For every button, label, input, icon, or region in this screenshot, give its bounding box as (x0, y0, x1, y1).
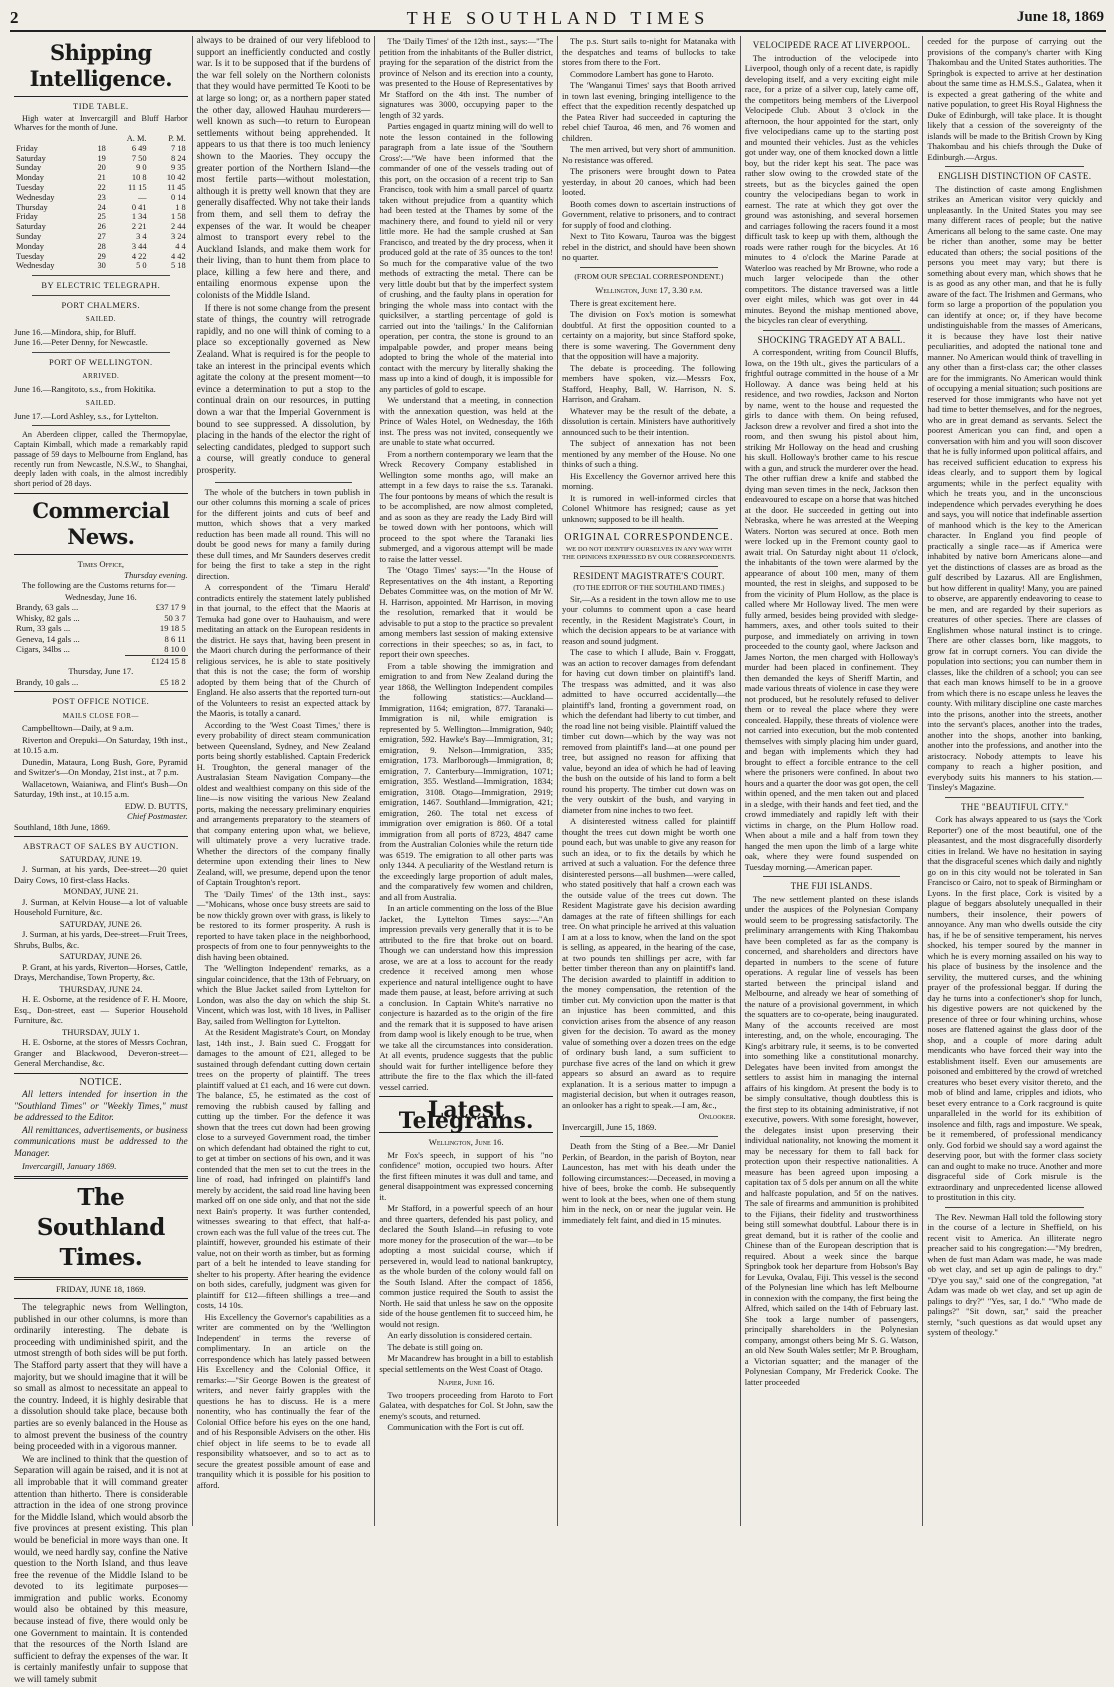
customs-row (14, 602, 188, 613)
tide-pm: 0 14 (171, 192, 186, 202)
editorial-paragraph: If there is not some change from the present state of things, the country will retrograde rapidly, and no one will think of coming to a place so exceptionally governed as New Zealand. What is required is for the people to take an interest in the principal events which agitate the colony at the present moment—to evince a determination to put a stop to the continual drain on our resources, in putting down a war that the Imperial Government is bound to see suppressed. A dissolution, by placing in the hands of the elector the right of selecting candidates, pledged to support such a course, will greatly conduce to general prosperity. (196, 303, 371, 476)
wellington-sub-sailed: SAILED. (85, 399, 116, 408)
divider (14, 836, 188, 837)
auction-date: SATURDAY, JUNE 26. (59, 951, 142, 962)
divider (945, 797, 1084, 798)
tide-header (14, 134, 188, 144)
wellington-sailed: June 17.—Lord Ashley, s.s., for Lyttelton. (14, 410, 159, 421)
news-paragraph: The prisoners were brought down to Patea yesterday, in about 20 canoes, which had been looted. (562, 166, 736, 197)
mail-schedule-line: Riverton and Orepuki—On Saturday, 19th inst., at 10.15 a.m. (14, 734, 188, 756)
correspondence-title: ORIGINAL CORRESPONDENCE. (564, 532, 734, 543)
tide-title: TIDE TABLE. (73, 101, 129, 111)
tide-am: 11 15 (127, 183, 147, 193)
office-label: Times Office, (77, 559, 125, 570)
divider (945, 1207, 1084, 1208)
customs-day: Wednesday, June 16. (64, 591, 137, 602)
news-paragraph: According to the 'West Coast Times,' there is every probability of direct steam communication between Queensland, Sydney, and New Zealand ports being shortly established. Captain Frederick H. Troughton, the general manager of the Australasian Steam Navigation Company—the oldest and wealthiest company on this side of the line—is now visiting the various New Zealand ports, making the necessary preliminary enquiries and arrangements preparatory to the steamers of that company entering upon what, we believe, will ultimately prove a very lucrative trade. Whether the directors of the company finally determine upon extending their lines to New Zealand, will, we presume, depend upon the tenor of Captain Troughton's report. (196, 719, 371, 888)
auction-entry: H. E. Osborne, at the residence of F. H. Moore, Esq., Don-street, east — Superior Household Furniture, &c. (14, 994, 188, 1026)
news-paragraph: A correspondent of the 'Timaru Herald' contradicts entirely the statement lately published in that journal, to the effect that the Maoris at Temuka had gone over to Hauhauism, and were meditating an attack on the European residents in the district. He says that, having been present in the Maori church during the performance of their religious services, he is able to state positively that this is not the case; the form of worship adopted by them being that of the Church of England. He also asserts that the reported turn-out of the Volunteers to resist an expected attack by the Maoris, is totally a canard. (196, 582, 371, 719)
divider (14, 1176, 188, 1179)
newman-hall-anecdote: The Rev. Newman Hall told the following story in the course of a lecture in Sheffield, on his recent visit to America. An illiterate negro preacher said to his congregation:—"My bredren, when de fust man Adam was made, he was made ob wet clay, and set up agin de palings to dry." "D'ye you say," said one of the congregation, "at Adam was made ob wet clay, and set up agin de palings to dry?" "Yes, sar, I do." "Who made de palings?" "Sit down, sar," said the preacher sternly, "such questions as dat would upset any system of theology." (927, 1211, 1103, 1337)
telegram-paragraph: The debate is still going on. (387, 1341, 483, 1352)
news-paragraph: From a table showing the immigration and emigration to and from New Zealand during the year 1868, the Wellington Independent compiles the following statistics:—Auckland—Immigration, 1164; emigration, 877. Taranaki—Immigration is nil, while emigration is represented by 5. Wellington—Immigration, 940; emigration, 592. Hawke's Bay—Immigration, 31; emigration, 9. Nelson—Immigration, 335; emigration, 173. Marlborough—Immigration, 8; emigration, 7. Canterbury—Immigration, 1071; emigration, 355. Westland—Immigration, 1834; emigration, 3108. Otago—Immigration, 2919; emigration, 1467. Southland—Immigration, 421; emigration, 260. The total net excess of immigration over emigration is 860. Of a total immigration from all ports of 8723, 4847 came from the Australian Colonies while the return tide was 6519. The emigration to all other parts was only 1344. A peculiarity of the Westland return is the exceedingly large proportion of adult males, and the comparatively few women and children, and all from Australia. (379, 660, 554, 902)
customs-row (14, 623, 188, 634)
divider (14, 96, 188, 97)
tide-date: 24 (97, 202, 106, 212)
tide-pm: 5 18 (171, 261, 186, 271)
customs-row (14, 613, 188, 624)
tide-col-am: A. M. (126, 134, 147, 144)
tide-date: 26 (97, 222, 106, 232)
column-6 (923, 36, 1106, 1526)
telegraph-label: BY ELECTRIC TELEGRAPH. (41, 280, 161, 291)
telegram-paragraph: Mr Stafford, in a powerful speech of an hour and three quarters, defended his past policy, and declared the South Island—in refusing to vote more money for the prosecution of the war—to be adopting a most suicidal course, which if persevered in, would lead to national bankruptcy, as the whole burden of the colony would fall on the South Island. After the compact of 1856, common justice required the South to assist the North. He said that unless he saw on the opposite side of the house gentlemen fit to succeed him, he would not resign. (379, 1203, 554, 1329)
auction-entry: P. Grant, at his yards, Riverton—Horses, Cattle, Drays, Merchandise, Town Property, &c. (14, 961, 188, 983)
tide-day: Friday (16, 143, 38, 153)
news-paragraph: Booth comes down to ascertain instructions of Government, relative to prisoners, and to contract for supply of food and clothing. (562, 198, 736, 230)
tide-pm: 11 45 (167, 183, 186, 193)
editorial-paragraph: We are inclined to think that the question of Separation will again be raised, and it is not at all improbable that it will command greater attention than hitherto. There is considerable attraction in the idea of one strong province for the Middle Island, which would absorb the five provinces at present existing. This plan would be beneficial in more ways than one. It would, we need hardly say, confine the Native question to the North Island, and thus leave free the revenue of the Middle Island to be devoted to its legitimate purposes—immigration and public works. Economy would also be obtained by this measure, because instead of five, there would only be one Government to maintain. It is contended that the resources of the North Island are sufficient to defray the expenses of the war. It is certainly manifestly unfair to suppose that we will tamely submit (14, 1454, 188, 1686)
tide-date: 21 (97, 173, 106, 183)
masthead (10, 6, 1106, 32)
customs-item: Brandy, 63 gals ... (16, 602, 79, 613)
divider (763, 876, 901, 877)
office-time: Thursday evening. (124, 569, 188, 580)
divider (215, 482, 353, 483)
notice-date: Invercargill, January 1869. (22, 1161, 117, 1172)
divider (763, 330, 901, 331)
tide-am: 9 0 (136, 163, 147, 173)
customs-value: £5 18 2 (159, 676, 186, 687)
post-place-date: Southland, 18th June, 1869. (14, 821, 110, 832)
customs-day: Thursday, June 17. (68, 666, 134, 677)
telegram-paragraph: Whatever may be the result of the debate, a dissolution is certain. Ministers have authoritively announced such to be their intention. (562, 405, 736, 437)
tide-row (14, 193, 188, 203)
customs-total-row (14, 655, 188, 666)
news-paragraph: Next to Tito Kowaru, Tauroa was the biggest rebel in the district, and should have been shown no quarter. (562, 231, 736, 262)
divider (580, 267, 718, 268)
tide-day: Tuesday (16, 251, 45, 261)
customs-item: Whisky, 82 gals ... (16, 612, 80, 623)
tide-am: 10 8 (131, 173, 147, 183)
tide-row (14, 163, 188, 173)
rm-court-sub: (TO THE EDITOR OF THE SOUTHLAND TIMES.) (573, 584, 725, 592)
telegram-paragraph: The debate is proceeding. The following members have spoken, viz.—Messrs Fox, Stafford, Heaphy, Ball, W. Harrison, N. S. Harrison, and Graham. (562, 362, 736, 404)
news-paragraph: At the Resident Magistrate's Court, on Monday last, 14th inst., J. Bain sued C. Froggatt for damages to the amount of £21, alleged to be sustained through defendant cutting down certain trees on the property of plaintiff. The trees plaintiff valued at £1 each, and 16 were cut down. The balance, £5, he estimated as the cost of removing the rubbish caused by falling and cutting up the timber. For the defence it was shown that the trees cut down had been growing close to a surveyed Government road, the timber on which defendant had obtained the right to cut, to get at timber on sections of his own, and it was contended that the men set to cut the trees in the line of road, had infringed on plaintiff's land merely by accident, the said road line having been marked off on one side only, and that not the side next Bain's property. It was further contended, witnesses swearing to that effect, that half-a-crown each was the full value of the trees cut. The plaintiff, however, grounded his estimate of their value, not on their worth as timber, but as forming part of a belt he intended to leave standing for shelter to his property. After hearing the evidence on both sides, carefully, judgment was given for plaintiff for £12—fifteen shillings a tree—and costs, 14 10s. (196, 1027, 371, 1311)
special-correspondent: (FROM OUR SPECIAL CORRESPONDENT.) (574, 271, 724, 281)
column-3 (375, 36, 558, 1526)
telegram-paragraph: There is great excitement here. (570, 297, 677, 308)
news-paragraph: His Excellency the Governor's capabilities as a writer are commented on by the 'Wellington Independent' in terms the reverse of complimentary. In an article on the correspondence which has lately passed between His Excellency and the Colonial Office, it remarks:—"Sir George Bowen is the greatest of writers, and never fairly grapples with the questions he has to discuss. He is a mere nonentity, who has continually the fear of the Colonial Office before his eyes on the one hand, and of his Responsible Advisers on the other. His chief object in life seems to be to evade all responsibility whatsoever, and so to act as to secure the greatest possible amount of ease and tranquility which it is possible for his position to afford. (196, 1311, 371, 1490)
tide-date: 25 (97, 212, 106, 222)
mails-close-label: MAILS CLOSE FOR— (62, 711, 139, 720)
customs-value: 8 6 11 (164, 633, 186, 644)
tide-day: Saturday (16, 222, 46, 232)
divider (14, 554, 188, 555)
news-paragraph: In an article commenting on the loss of the Blue Jacket, the Lyttelton Times says:—"An impression prevails very generally that it is to be attributed to the fire that broke out on board. Though we can understand how this impression arose, we are at a loss to account for the ready credence it received among men whose experience and natural intelligence ought to have made them pause, at least, before arriving at such a conclusion. In Captain White's narrative no conjecture is hazarded as to the origin of the fire and the remark that it is supposed to have arisen from damp wool is likely enough to be true, when we take all the circumstances into consideration. At all events, prudence suggests that the public should wait for further intelligence before they attribute the fire to the flax which the ill-fated vessel carried. (379, 903, 554, 1092)
tide-date: 23 (97, 192, 106, 202)
tide-row (14, 203, 188, 213)
postmaster-name: EDW. D. BUTTS, (124, 800, 188, 811)
caste-title: ENGLISH DISTINCTION OF CASTE. (938, 171, 1092, 181)
rm-court-title: RESIDENT MAGISTRATE'S COURT. (573, 570, 725, 581)
telegram-paragraph: The subject of annexation has not been mentioned by any member of the House. No one thinks of such a thing. (562, 438, 736, 469)
telegram-paragraph: It is rumored in well-informed circles that Colonel Whitmore has resigned; cause as yet unknown; supposed to be ill health. (562, 492, 736, 524)
tide-day: Monday (16, 241, 44, 251)
tide-row (14, 212, 188, 222)
news-paragraph: Parties engaged in quartz mining will do well to note the lesson contained in the following paragraph from a late issue of the 'Southern Cross':—"We have been informed that the commander of one of the vessels trading out of this port, on the occasion of a recent trip to San Francisco, took with him a small parcel of quartz taken without prejudice from a quantity which had been tested at the Thames by some of the machinery there, and found to yield nil or very little more. He had the sample crushed at San Francisco, and treated by the dry process, when it produced gold at the rate of 35 ounces to the ton! So much for the comparative value of the two methods of extracting the metal. There can be very little doubt but that by the imperfect system of crushing, and the faulty plans in operation for bringing the whole mass into contact with the quicksilver, a startling percentage of gold is carried out into the 'tailings.' In the Californian operation, per contra, the stone is ground to an impalpable powder, and proper means being adopted to bring the whole of the material into contact with the mercury by literally shaking the mass up into a kind of dough, it is impossible for any particles of gold to escape. (379, 121, 554, 394)
divider (580, 528, 718, 529)
cork-article: Cork has always appeared to us (says the 'Cork Reporter') one of the most beautiful, one of the pleasantest, and the most disgracefully disorderly cities in Ireland. We have no hesitation in saying that the disgraceful scenes which daily and nightly go on in this city would not be tolerated in San Francisco or Cairo, not to speak of Birmingham or Lyons. In the first place, Cork is visited by a plague of beggars absolutely unequalled in their numbers, their insolence, their powers of annoyance. Any man who dwells outside the city has, if he be of sensitive temperament, his nerves shocked, his temper soured by the manner in which he is every morning assailed on his way to his place of business by the insolence and the servility, the muttered curses, and the whining prayer of the professional beggar. If during the day he turns into a confectioner's shop for lunch, his digestive powers are not quickened by the presence of three or four whining urchins, whose noses are flattened against the glass door of the shop, and a couple of more daring adult mendicants who have forced their way into the establishment itself. Even our amusements are poisoned and embittered by the crowd of wretched creatures who beset every visitor thereto, and the mob of blind and lame, cripples and idiots, who beset every entrance to a Cork racground is quite unparalleled in the world for its exhibition of insolence and filth, rags and imposture. We speak, be it remembered, of professional mendicancy only. God forbid we should say a word against the deserving poor, but with the former class society can and ought to make no truce. Another and more disgraceful side of Cork misrule is the extraordinary and unprecedented license allowed to prostitution in this city. (927, 814, 1103, 1202)
tragedy-title: SHOCKING TRAGEDY AT A BALL. (757, 334, 906, 345)
chalmers-sub: SAILED. (85, 315, 116, 324)
tide-am: 3 4 (136, 232, 147, 242)
tide-am: 7 50 (131, 153, 147, 163)
news-paragraph: Commodore Lambert has gone to Haroto. (570, 68, 714, 79)
tide-date: 19 (97, 153, 106, 163)
caste-article: The distinction of caste among Englishmen strikes an American visitor very quickly and unpleasantly. In the United States you may see many different races of people; but the native Americans all belong to the same caste. One may be richer than another, some may be better educated than others; the social positions of the persons you meet may vary; but there is something about every man, which shows that he is as good as any other man, and that he is fully aware of the fact. The Irishmen and Germans, who form so large a proportion of the population you can identify at once; or, if they have become undistinguishable from the masses of Americans, it is because they have lost their native peculiarities, and adopted the national tone and manner. No American would think of travelling in any other than a first-class car; the other classes are for the immigrants. No American would think of occupying a menial situation; such positions are reserved for those immigrants who have not yet had time to better themselves, and for the negroes, who are in great demand as servants. Select the poorest American you can find, and open a conversation with him and you will soon discover that he is fully informed upon political affairs, and has received sufficient education to express his ideas clearly, and to support them by logical arguments; while in the perfect equality with which he treats you, and in the unconscious independence which pervades everything he does and says, you will notice that indefinable assertion of manhood which is the key to the American character. In England you find people of practically a single race—as if America were inhabited by native born Americans alone—and yet the distinctions of classes are as broad as the gulf described by Lazarus. All are Englishmen, but how different in quality! Many, you are pained to observe, are apparently endeavoring to cease to be men, and are regarded by their superiors as creatures of other species. There are classes of Englishmen whose natural instinct is to cringe. There are other classes born, like maggots, to grow fat in corrupt corners. You can divide the population into sections; you can number them in classes, like the children of a school; you can see that each man knows himself to be in a groove from which there is no escape unless he leaves the county. With military discipline one caste marches into the prisons, another into the streets, another into the servant's places, another into the trades, another into the shops, another into banking, another into the professions, and another into the aristocracy. Nobody attempts to leave his company to reach a higher position, and everybody suits his manners to his station.—Tinsley's Magazine. (927, 183, 1103, 792)
mail-schedule-line: Dunedin, Mataura, Long Bush, Gore, Pyramid and Switzer's—On Monday, 21st inst., at 7 p.m. (14, 756, 188, 778)
tide-row (14, 232, 188, 242)
paper-nameplate: The Southland Times. (36, 1183, 165, 1271)
telegram-dateline: Wellington, June 16. (428, 1137, 504, 1147)
auction-date: SATURDAY, JUNE 26. (59, 918, 142, 929)
notice-remittances: All remittances, advertisements, or business communications must be addressed to the Manager. (14, 1125, 188, 1159)
commercial-heading: Commercial News. (32, 498, 170, 550)
tide-pm: 3 24 (171, 232, 186, 242)
tide-date: 22 (97, 183, 106, 193)
tide-am: 4 22 (131, 251, 147, 261)
auction-entry: J. Surman, at Kelvin House—a lot of valuable Household Furniture, &c. (14, 896, 188, 918)
letter-place-date: Invercargill, June 15, 1869. (562, 1121, 657, 1132)
clipper-note: An Aberdeen clipper, called the Thermopylae, Captain Kimball, which made a remarkably rapid passage of 59 days to Melbourne from England, has recently run from Newcastle, N.S.W., to Shanghai, deeply laden with coals, in the almost incredibly short period of 28 days. (14, 430, 188, 489)
telegram-paragraph: Mr Macandrew has brought in a bill to establish special settlements on the West Coast of Otago. (379, 1353, 554, 1374)
bee-sting-item: Death from the Sting of a Bee.—Mr Daniel Perkin, of Beardon, in the parish of Boyton, near Launceston, has met with his death under the following circumstances:—Deceased, in moving a hive of bees, broke the comb. He subsequently went to look at the bees, when one of them stung him in the neck, on or near the jugular vein. He immediately felt faint, and died in 15 minutes. (562, 1141, 736, 1225)
wellington-arrived: June 16.—Rangitoto, s.s., from Hokitika. (14, 383, 156, 394)
column-1 (10, 36, 193, 1686)
wellington-sub-arrived: ARRIVED. (82, 372, 120, 381)
customs-value: 19 18 5 (159, 623, 186, 634)
auction-date: SATURDAY, JUNE 19. (59, 853, 142, 864)
divider (580, 566, 718, 567)
velocipede-title: VELOCIPEDE RACE AT LIVERPOOL. (752, 40, 911, 50)
auction-date: MONDAY, JUNE 21. (63, 886, 139, 897)
tide-am: — (138, 192, 147, 202)
news-paragraph: The men arrived, but very short of ammunition. No resistance was offered. (562, 144, 736, 165)
tide-pm: 10 42 (166, 173, 186, 183)
auction-date: THURSDAY, JULY 1. (62, 1026, 140, 1037)
shipping-heading: Shipping Intelligence. (29, 40, 173, 91)
customs-item: Brandy, 10 gals ... (16, 676, 79, 687)
customs-value: £37 17 9 (155, 602, 186, 613)
auction-title: ABSTRACT OF SALES BY AUCTION. (23, 841, 179, 852)
chalmers-line: June 16.—Peter Denny, for Newcastle. (14, 337, 148, 348)
telegram-dateline: Wellington, June 17, 3.30 p.m. (595, 285, 703, 295)
customs-table-2 (14, 677, 188, 688)
tide-day: Monday (16, 173, 44, 183)
telegram-paragraph: Mr Fox's speech, in support of his "no confidence" motion, occupied two hours. After the first fifteen minutes it was dull and tame, and general disappointment was expressed concerning it. (379, 1149, 554, 1202)
news-paragraph: The 'Wanganui Times' says that Booth arrived in town last evening, bringing intelligence to the effect that the expedition recently despatched up the Patea River had succeeded in capturing the rebel chief Tauroa, 46 men, and 76 women and children. (562, 80, 736, 143)
divider (14, 1277, 188, 1280)
tide-day: Sunday (16, 163, 42, 173)
page-number: 2 (10, 8, 19, 27)
editorial-paragraph: The telegraphic news from Wellington, published in our other columns, is more than ordinarily interesting. The debate is proceeding with undiminished spirit, and the utmost strength of both sides will be put forth. The Stafford party assert that they will have a majority, but we should imagine that it will be so small as almost to necessitate an appeal to the country. Indeed, it is highly desirable that a dissolution should take place, because both parties are so evenly balanced in the House as to almost prevent the business of the country being proceeded with in a vigorous manner. (14, 1303, 188, 1453)
tide-day: Sunday (16, 232, 42, 242)
customs-intro: The following are the Customs returns for— (22, 580, 176, 591)
chalmers-title: PORT CHALMERS. (61, 299, 141, 310)
mail-schedule-line: Wallacetown, Waianiwa, and Flint's Bush—On Saturday, 19th inst., at 10.15 a.m. (14, 778, 188, 800)
tide-row (14, 242, 188, 252)
tide-pm: 1 8 (175, 202, 186, 212)
divider (32, 352, 170, 353)
telegram-paragraph: The division on Fox's motion is somewhat doubtful. At first the opposition counted to a certainty on a majority, but since Stafford spoke, there is some wavering. The Government deny that the opposition will have a majority. (562, 309, 736, 361)
column-4 (558, 36, 741, 1526)
tide-row (14, 252, 188, 262)
letter-paragraph: Sir,—As a resident in the town allow me to use your columns to comment upon a case heard recently, in the Resident Magistrate's Court, in which the decision appears to be at variance with reason and sound judgment. (562, 593, 736, 646)
divider (14, 493, 188, 494)
customs-total: £124 15 8 (125, 655, 188, 666)
fiji-title: THE FIJI ISLANDS. (790, 881, 873, 891)
divider (14, 691, 188, 692)
tide-pm: 4 42 (171, 251, 186, 261)
news-paragraph: We understand that a meeting, in connection with the annexation question, was held at the Prince of Wales Hotel, on Wednesday, the 16th inst. The press was not invited, consequently we are unable to state what occurred. (379, 395, 554, 447)
tide-date: 27 (97, 232, 106, 242)
columns (10, 36, 1106, 1686)
tide-pm: 1 58 (171, 212, 186, 222)
tide-am: 2 21 (131, 222, 147, 232)
fiji-article-continued: ceeded for the purpose of carrying out the provisions of the company's charter with King Thakombau and the United States authorities. The Springbok is expected to arrive at her destination about the same time as H.M.S.S., Galatea, when it is expected a great gathering of the white and native population, to greet His Royal Highness the Duke of Edinburgh, will take place. It is thought likely that a cession of the sovereignty of the islands will be made to the British Crown by King Thakombau and his chiefs through the Duke of Edinburgh.—Argus. (927, 36, 1103, 162)
telegram-paragraph: His Excellency the Governor arrived here this morning. (562, 470, 736, 491)
editorial-date: FRIDAY, JUNE 18, 1869. (55, 1283, 146, 1294)
telegrams-heading: Latest Telegrams. (398, 1097, 534, 1134)
mail-schedule-line: Campbelltown—Daily, at 9 a.m. (22, 723, 134, 734)
divider (14, 1298, 188, 1299)
auction-entry: H. E. Osborne, at the stores of Messrs Cochran, Granger and Blackwood, Deveron-street—General Merchandise, &c. (14, 1037, 188, 1069)
tide-row (14, 261, 188, 271)
divider (32, 275, 170, 276)
tide-col-pm: P. M. (168, 134, 186, 144)
tide-row (14, 173, 188, 183)
tide-day: Wednesday (16, 261, 55, 271)
notice-letters: All letters intended for insertion in the "Southland Times" or "Weekly Times," must be addressed to the Editor. (14, 1090, 188, 1124)
column-2 (193, 36, 376, 1526)
tide-row (14, 144, 188, 154)
notice-title: NOTICE. (79, 1076, 123, 1088)
tide-date: 20 (97, 163, 106, 173)
auction-entry: J. Surman, at his yards, Dee-street—20 quiet Dairy Cows, 10 first-class Hacks. (14, 864, 188, 885)
tide-row (14, 222, 188, 232)
chalmers-line: June 16.—Mindora, ship, for Bluff. (14, 326, 137, 337)
customs-row (14, 644, 188, 655)
telegram-paragraph: Two troopers proceeding from Haroto to Fort Galatea, with despatches for Col. St John, saw the enemy's scouts, and returned. (379, 1389, 554, 1421)
tide-pm: 2 44 (171, 222, 186, 232)
divider (32, 295, 170, 296)
news-paragraph: The whole of the butchers in town publish in our other columns this morning a scale of prices for the different joints and cuts of beef and mutton, which shows that a very marked reduction has been made all round. This will no doubt be good news for many a family during these dull times, and Mr Saunders deserves credit for being the first to take a step in the right direction. (196, 486, 371, 581)
tide-day: Tuesday (16, 183, 45, 193)
customs-row (14, 634, 188, 645)
customs-item: Geneva, 14 gals ... (16, 633, 80, 644)
auction-date: THURSDAY, JUNE 24. (59, 983, 143, 994)
issue-date: June 18, 1869 (1016, 9, 1104, 25)
tide-date: 28 (97, 241, 106, 251)
correspondence-disclaimer: WE DO NOT IDENTIFY OURSELVES IN ANY WAY WITH THE OPINIONS EXPRESSED BY OUR CORRESPONDENTS. (562, 545, 736, 561)
auction-entry: J. Surman, at his yards, Dee-street—Fruit Trees, Shrubs, Bulbs, &c. (14, 929, 188, 950)
tide-pm: 8 24 (171, 153, 186, 163)
news-paragraph: The 'Otago Times' says:—"In the House of Representatives on the 4th instant, a Reporting Debates Committee was, on the motion of Mr W. H. Harrison, appointed. Mr Harrison, in moving the resolution, remarked that it would be advisable to put a stop to the practice so prevalent among members last session of making extensive corrections in their speeches; so as, in fact, to report their own speeches. (379, 565, 554, 659)
tide-day: Friday (16, 212, 38, 222)
news-paragraph: The 'Daily Times' of the 12th inst., says:—"The petition from the inhabitants of the Buller district, praying for the separation of the district from the province of Nelson and its erection into a county, was presented to the House of Representatives by Mr Stafford on the 4th inst. The number of signatures was 3000, occupying paper to the length of 32 yards. (379, 36, 554, 120)
telegram-dateline: Napier, June 16. (437, 1377, 495, 1387)
news-paragraph: The 'Wellington Independent' remarks, as a singular coincidence, that the 13th of February, on which the Blue Jacket sailed from Lyttelton for London, was also the day on which the ship St. Vincent, which was lost, with 18 lives, in Palliser Bay, sailed from Wellington for Lyttelton. (196, 963, 371, 1026)
tide-date: 29 (97, 251, 106, 261)
tide-am: 0 41 (131, 202, 147, 212)
tide-am: 3 44 (131, 241, 147, 251)
tide-note: High water at Invercargill and Bluff Harbor Wharves for the month of June. (14, 113, 188, 133)
wellington-title: PORT OF WELLINGTON. (48, 356, 153, 367)
fiji-article: The new settlement planted on these islands under the auspices of the Polynesian Company would seem to be progressing satisfactorily. The preliminary arrangements with King Thakombau have been completed as far as the company is concerned, and shareholders and directors have departed in numbers to the scene of future operations. A regular line of vessels has been started between the principal island and Melbourne, and already we hear of something of the nature of a provisional government, in which the squatters are to co-operate, being inaugurated. Many of the accounts received are most interesting, and, on the whole, encouraging. The King's arbitrary rule, it seems, is to be converted into something like a constitutional monarchy. Delegates have been invited from amongst the settlers to assist him in managing the internal affairs of his kingdom. At present the body is to be simply consultative, though doubtless this is the first step to its obtaining administrative, if not executive, powers. With some foresight, however, the delegates insist upon preserving their individual nationality, not knowing the moment it may be necessary for them to fall back for protection upon their respective nationalities. A measure has been agreed upon imposing a capitation tax of 5 dols per annum on all the white and halfcaste population, and 5f on the natives. The sale of firearms and ammunition is prohibited to the Fijians, their fidelity and trustworthiness being still somewhat doubtful. Labour there is in great demand, but it is rather of the coolie and Chinese than of the European description that is required. About a week since the barque Springbok took her departure from Hobson's Bay for Levuka, Ovalau, Fiji. This vessel is the second of the Polynesian line which has left Melbourne in connexion with the company, the first being the Alfred, which sailed on the 14th of February last. She took a large number of passengers, principally shareholders in the Polynesian company, amongst others being Mr S. G. Watson, an old New South Wales settler; Mr P. Brougham, a Victorian squatter; and the manager of the Polynesian Company, Mr Frederick Cooke. The latter proceeded (744, 893, 919, 1387)
cork-title: THE "BEAUTIFUL CITY." (960, 801, 1069, 812)
customs-value: 8 10 0 (164, 644, 186, 655)
tide-table (14, 134, 188, 271)
post-office-title: POST OFFICE NOTICE. (52, 696, 150, 707)
tide-pm: 4 4 (175, 241, 186, 251)
column-5 (741, 36, 924, 1526)
tide-am: 5 0 (136, 261, 147, 271)
tide-am: 6 49 (131, 143, 147, 153)
tide-date: 18 (97, 143, 106, 153)
postmaster-role: Chief Postmaster. (127, 811, 188, 822)
tide-pm: 9 35 (171, 163, 186, 173)
velocipede-article: The introduction of the velocipede into Liverpool, though only of a recent date, is rapidly developing itself, and a very exciting eight mile race, for a prize of a silver cup, lately came off, the competitors being members of the Liverpool Velocipede Club. About 3 o'clock in the afternoon, the hour appointed for the start, only five velocipedians came up to the starting post and mounted their vehicles. Just as the vehicles got under way, one of them knocked down a little boy, but the rider kept his seat. The pace was rather slow owing to the crowded state of the streets, but as the bicycles gained the open country the velocipedians began to work in earnest. The rate at which they got over the ground was astonishing, and several horsemen and carriages following the racers found it a most difficult task to keep up with them, although the roads were rather rough for the bicycles. At 16 minutes to 4 o'clock the Marine Parade at Waterloo was reached by Mr Browne, who rode a much larger velocipede than the other competitors. The distance traversed was a little over eight miles, which was got over in 44 minutes. Beyond the mishap mentioned above, the bicycles ran clear of everything. (744, 52, 919, 325)
news-paragraph: From a northern contemporary we learn that the Wreck Recovery Company established in Wellington some months ago, will make an attempt in a few days to raise the s.s. Taranaki. The four pontoons by means of which the result is to be accomplished, are now almost completed, and as soon as they are ready the Lady Bird will be towed down with her pontoons, which will proceed to the spot where the Taranaki lies submerged, and a vigorous attempt will be made to raise the latter vessel. (379, 448, 554, 564)
divider (580, 1136, 718, 1137)
letter-signature: Onlooker. (698, 1111, 736, 1121)
customs-item: Rum, 33 gals ... (16, 623, 71, 634)
customs-item: Cigars, 34lbs ... (16, 644, 70, 655)
tide-row (14, 154, 188, 164)
customs-row (14, 677, 188, 688)
news-paragraph: The p.s. Sturt sails to-night for Matanaka with the despatches and teams of bullocks to take stores from there to the Fort. (562, 36, 736, 67)
editorial-paragraph: always to be drained of our very lifeblood to support an inefficiently conducted and costly war. Is it to be supposed that if the burdens of the war fell solely on the Northern colonists that they would have permitted Te Kooti to be at large so long; or, as a northern paper stated the other day, allowed Hauhau murderers—well known as such—to return to European settlements without being apprehended. It appears to us that there is too much leniency shown to the Maories. They occupy the greater portion of the Northern Island—the most fertile parts—without molestation, although it is pretty well known that they are generally disaffected. Why not take their lands from them, and sell them to defray the expenses of the war. It would be cheaper almost to transport every rebel to the Auckland Islands, and make them work for their living, than to hunt them from place to place, killing a few here and there, and entailing enormous expense upon the colonists of the Middle Island. (196, 36, 371, 302)
letter-paragraph: A disinterested witness called for plaintiff thought the trees cut down might be worth one pound each, but was unable to give any reason for such an idea, or to fix the details by which he arrived at such a valuation. For the defence three disinterested persons—all bushmen—were called, who stated positively that half a crown each was the outside value of the trees cut down. The Resident Magistrate gave his decision awarding damages at the rate of fifteen shillings for each tree. On what principle he arrived at this valuation I am at a loss to know, when the land on the spot is selling, as appeared, in the hearing of the case, at two pounds ten shillings per acre, with far better timber thereon than any on plaintiff's land. The decision awarded to plaintiff in addition to the money compensation, the retention of the timber cut. My conviction upon the matter is that an injustice has been committed, and this conviction arises from the absence of any reason given for the decision. To award as the money value of something over a dozen trees on the edge of ordinary bush land, a sum sufficient to purchase five acres of the land on which it grew appears so absurd an award as to require explanation. It is a serious matter to impugn a magisterial decision, but when it outrages reason, an onlooker has a right to speak.—I am, &c., (562, 816, 736, 1110)
telegram-paragraph: Communication with the Fort is cut off. (387, 1422, 524, 1432)
customs-table (14, 602, 188, 666)
tide-am: 1 34 (131, 212, 147, 222)
customs-value: 50 3 7 (164, 612, 186, 623)
tragedy-article: A correspondent, writing from Council Bluffs, Iowa, on the 19th ult., gives the particulars of a frightful outrage committed in the house of a Mr Holloway. A dance was being held at his residence, and two rowdies, Jackson and Norton by name, went to the house and requested the girls to dance with them. On being refused, Jackson drew a revolver and fired a shot into the room, and then swung his pistol about him, striking Mr Holloway on the head and crushing his skull. Holloway's brother came to his rescue with a gun, and struck the murderer over the head. The other ruffian drew a knife and stabbed the dying man seven times in the neck, Jackson then endeavoured to escape on a horse that was hitched at the door. He succeeded in getting out into Nebraska, where he was arrested at the Weeping Waters. Norton was secured at once. Both men were locked up in the Fremont county gaol to await trial. On Saturday night about 11 o'clock, the inhabitants of the town were alarmed by the appearance of about 100 men, many of them mounted, the rest in sleighs, and supposed to be from the vicinity of Plum Hollow, as the place is called where Mr Holloway lived. The men were fully armed, besides being provided with sledge-hammers, axes, and other tools suited to their purpose, and immediately on arriving in town proceeded to the county gaol, where Jackson and James Norton, the men charged with Holloway's murder had been placed in confinement. They then demanded the keys of Sheriff Martin, and made various threats of violence in case they were not produced, but he resolutely refused to deliver them or to reveal the place where they were concealed. Happily, these threats of violence were not carried into execution, but the mob contented themselves with simply placing him under guard, and began with implements which they had brought to effect a forcible entrance to the cell where the prisoners were confined. In about two hours and a quarter the door was got open, the cell within opened, and the men taken out and placed in a sledge, with their hands and feet tied, and the crowd immediately and rapidly left with their victims in charge, on the Plum Hollow road. When about a mile and a half from town they hanged the men upon the limb of a large white oak, where they were found suspended on Tuesday morning.—American paper. (744, 347, 919, 872)
news-paragraph: The 'Daily Times' of the 13th inst., says:—"Mohicans, whose once busy streets are said to be now thickly grown over with grass, is likely to be restored to its former prosperity. A rush is reported to have taken place in the neighborhood, prospects of from one to four pennyweights to the dish having been obtained. (196, 888, 371, 962)
telegram-paragraph: An early dissolution is considered certain. (387, 1330, 532, 1340)
tide-date: 30 (97, 261, 106, 271)
paper-title: THE SOUTHLAND TIMES (406, 8, 710, 28)
tide-pm: 7 18 (171, 143, 186, 153)
tide-row (14, 183, 188, 193)
letter-paragraph: The case to which I allude, Bain v. Froggatt, was an action to recover damages from defendant for having cut down timber on plaintiff's land. The trespass was admitted, and it was also admitted to have occurred accidentally—the plaintiff's land, fronting a government road, on which the defendant had liberty to cut timber, and the road line not being visible. Plaintiff valued the timber cut down—which by the way was not removed from plaintiff's land—at one pound per tree, but assigned no reason for affixing that value, beyond an idea of which he had of leaving the bush on the outside of his land to form a belt round his property. The timber cut down was on the very outskirt of the bush, and varying in diameter from nine inches to two feet. (562, 647, 736, 815)
divider (945, 166, 1084, 167)
tide-day: Saturday (16, 153, 46, 163)
tide-day: Thursday (16, 202, 48, 212)
divider (14, 1073, 188, 1074)
tide-day: Wednesday (16, 192, 55, 202)
divider (32, 425, 170, 426)
